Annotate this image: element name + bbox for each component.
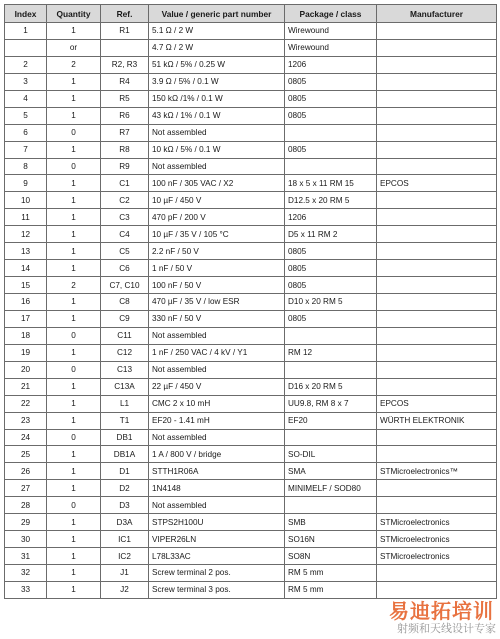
table-row <box>5 226 497 243</box>
cell-package: D5 x 11 RM 2 <box>285 226 377 243</box>
cell-package: SO8N <box>285 548 377 565</box>
cell-index: 24 <box>5 429 47 446</box>
header-value: Value / generic part number <box>149 5 285 23</box>
cell-index <box>5 39 47 56</box>
cell-quantity: 1 <box>47 294 101 311</box>
cell-quantity: 0 <box>47 124 101 141</box>
cell-manufacturer <box>377 39 497 56</box>
cell-manufacturer <box>377 141 497 158</box>
cell-ref: C12 <box>101 344 149 361</box>
cell-value: STTH1R06A <box>149 463 285 480</box>
cell-manufacturer: STMicroelectronics <box>377 514 497 531</box>
cell-ref: D3A <box>101 514 149 531</box>
cell-ref: J1 <box>101 565 149 582</box>
cell-value: 470 pF / 200 V <box>149 209 285 226</box>
cell-value: 10 kΩ / 5% / 0.1 W <box>149 141 285 158</box>
table-row <box>5 548 497 565</box>
cell-manufacturer <box>377 429 497 446</box>
table-row <box>5 243 497 260</box>
cell-value: 330 nF / 50 V <box>149 310 285 327</box>
cell-quantity: 0 <box>47 158 101 175</box>
cell-value: 2.2 nF / 50 V <box>149 243 285 260</box>
cell-index: 11 <box>5 209 47 226</box>
cell-manufacturer <box>377 243 497 260</box>
cell-ref: IC2 <box>101 548 149 565</box>
table-row <box>5 90 497 107</box>
table-row <box>5 277 497 294</box>
cell-ref: C1 <box>101 175 149 192</box>
table-row <box>5 378 497 395</box>
cell-value: 22 µF / 450 V <box>149 378 285 395</box>
cell-value: 1 nF / 250 VAC / 4 kV / Y1 <box>149 344 285 361</box>
cell-ref: IC1 <box>101 531 149 548</box>
cell-index: 27 <box>5 480 47 497</box>
cell-index: 8 <box>5 158 47 175</box>
table-row <box>5 395 497 412</box>
cell-index: 21 <box>5 378 47 395</box>
table-row <box>5 344 497 361</box>
cell-manufacturer <box>377 226 497 243</box>
cell-index: 18 <box>5 327 47 344</box>
cell-value: 470 µF / 35 V / low ESR <box>149 294 285 311</box>
table-body <box>5 23 497 599</box>
cell-manufacturer <box>377 209 497 226</box>
table-row <box>5 531 497 548</box>
cell-value: 3.9 Ω / 5% / 0.1 W <box>149 73 285 90</box>
cell-manufacturer <box>377 192 497 209</box>
cell-value: 1 nF / 50 V <box>149 260 285 277</box>
cell-ref: C13 <box>101 361 149 378</box>
cell-manufacturer <box>377 446 497 463</box>
cell-index: 1 <box>5 23 47 40</box>
cell-ref: D1 <box>101 463 149 480</box>
cell-package: RM 5 mm <box>285 581 377 598</box>
cell-value: Not assembled <box>149 124 285 141</box>
table-row <box>5 192 497 209</box>
cell-index: 10 <box>5 192 47 209</box>
cell-index: 13 <box>5 243 47 260</box>
table-row <box>5 23 497 40</box>
cell-manufacturer: WÜRTH ELEKTRONIK <box>377 412 497 429</box>
cell-manufacturer <box>377 124 497 141</box>
cell-index: 4 <box>5 90 47 107</box>
header-index: Index <box>5 5 47 23</box>
cell-manufacturer <box>377 344 497 361</box>
header-quantity: Quantity <box>47 5 101 23</box>
cell-ref <box>101 39 149 56</box>
cell-index: 16 <box>5 294 47 311</box>
cell-manufacturer <box>377 378 497 395</box>
cell-index: 3 <box>5 73 47 90</box>
cell-value: Not assembled <box>149 429 285 446</box>
cell-index: 17 <box>5 310 47 327</box>
cell-quantity: 0 <box>47 429 101 446</box>
cell-ref: C8 <box>101 294 149 311</box>
cell-index: 28 <box>5 497 47 514</box>
cell-package <box>285 429 377 446</box>
cell-manufacturer: STMicroelectronics <box>377 531 497 548</box>
cell-package: D16 x 20 RM 5 <box>285 378 377 395</box>
cell-manufacturer <box>377 480 497 497</box>
cell-package: 0805 <box>285 243 377 260</box>
cell-package: MINIMELF / SOD80 <box>285 480 377 497</box>
cell-package <box>285 124 377 141</box>
cell-index: 23 <box>5 412 47 429</box>
cell-manufacturer: STMicroelectronics <box>377 548 497 565</box>
cell-ref: L1 <box>101 395 149 412</box>
cell-manufacturer <box>377 158 497 175</box>
cell-ref: R1 <box>101 23 149 40</box>
cell-ref: C6 <box>101 260 149 277</box>
table-row <box>5 124 497 141</box>
cell-manufacturer <box>377 56 497 73</box>
cell-ref: DB1A <box>101 446 149 463</box>
cell-ref: C9 <box>101 310 149 327</box>
cell-quantity: 1 <box>47 378 101 395</box>
cell-ref: T1 <box>101 412 149 429</box>
cell-index: 15 <box>5 277 47 294</box>
cell-package: EF20 <box>285 412 377 429</box>
cell-value: 150 kΩ /1% / 0.1 W <box>149 90 285 107</box>
cell-manufacturer <box>377 310 497 327</box>
table-row <box>5 565 497 582</box>
cell-ref: C13A <box>101 378 149 395</box>
cell-ref: R9 <box>101 158 149 175</box>
table-row <box>5 310 497 327</box>
cell-quantity: 1 <box>47 344 101 361</box>
cell-ref: J2 <box>101 581 149 598</box>
cell-index: 32 <box>5 565 47 582</box>
cell-quantity: 1 <box>47 480 101 497</box>
table-row <box>5 429 497 446</box>
cell-ref: C11 <box>101 327 149 344</box>
watermark-logo <box>352 595 498 637</box>
cell-package: 0805 <box>285 310 377 327</box>
cell-package: RM 5 mm <box>285 565 377 582</box>
cell-quantity: 1 <box>47 23 101 40</box>
cell-quantity: 1 <box>47 90 101 107</box>
cell-package: Wirewound <box>285 23 377 40</box>
cell-package: 0805 <box>285 277 377 294</box>
cell-manufacturer <box>377 497 497 514</box>
cell-manufacturer <box>377 565 497 582</box>
cell-ref: R2, R3 <box>101 56 149 73</box>
cell-value: Not assembled <box>149 497 285 514</box>
cell-package <box>285 158 377 175</box>
table-row <box>5 446 497 463</box>
cell-package: SMA <box>285 463 377 480</box>
cell-value: L78L33AC <box>149 548 285 565</box>
cell-package: 1206 <box>285 56 377 73</box>
cell-quantity: 1 <box>47 446 101 463</box>
cell-value: Screw terminal 2 pos. <box>149 565 285 582</box>
cell-quantity: 1 <box>47 192 101 209</box>
cell-quantity: 1 <box>47 260 101 277</box>
cell-value: 10 µF / 450 V <box>149 192 285 209</box>
header-manufacturer: Manufacturer <box>377 5 497 23</box>
cell-index: 9 <box>5 175 47 192</box>
cell-quantity: 2 <box>47 277 101 294</box>
cell-manufacturer <box>377 90 497 107</box>
table-row <box>5 294 497 311</box>
cell-index: 20 <box>5 361 47 378</box>
cell-package: D10 x 20 RM 5 <box>285 294 377 311</box>
cell-quantity: 1 <box>47 565 101 582</box>
cell-quantity: 1 <box>47 548 101 565</box>
cell-quantity: 1 <box>47 395 101 412</box>
cell-index: 30 <box>5 531 47 548</box>
cell-ref: C2 <box>101 192 149 209</box>
cell-index: 31 <box>5 548 47 565</box>
cell-quantity: 1 <box>47 463 101 480</box>
table-row <box>5 260 497 277</box>
cell-quantity: 1 <box>47 531 101 548</box>
table-row <box>5 361 497 378</box>
cell-index: 19 <box>5 344 47 361</box>
cell-package: D12.5 x 20 RM 5 <box>285 192 377 209</box>
cell-package: SO-DIL <box>285 446 377 463</box>
table-row <box>5 327 497 344</box>
cell-value: 1 A / 800 V / bridge <box>149 446 285 463</box>
cell-value: 100 nF / 50 V <box>149 277 285 294</box>
cell-ref: DB1 <box>101 429 149 446</box>
cell-package <box>285 327 377 344</box>
cell-package: 0805 <box>285 141 377 158</box>
cell-ref: R5 <box>101 90 149 107</box>
cell-ref: R8 <box>101 141 149 158</box>
cell-ref: R6 <box>101 107 149 124</box>
cell-ref: D2 <box>101 480 149 497</box>
cell-quantity: 0 <box>47 327 101 344</box>
cell-ref: R4 <box>101 73 149 90</box>
cell-package: UU9.8, RM 8 x 7 <box>285 395 377 412</box>
cell-value: 43 kΩ / 1% / 0.1 W <box>149 107 285 124</box>
cell-index: 2 <box>5 56 47 73</box>
table-row <box>5 141 497 158</box>
cell-index: 5 <box>5 107 47 124</box>
cell-quantity: 1 <box>47 141 101 158</box>
cell-value: VIPER26LN <box>149 531 285 548</box>
cell-package: Wirewound <box>285 39 377 56</box>
cell-ref: C7, C10 <box>101 277 149 294</box>
cell-value: 100 nF / 305 VAC / X2 <box>149 175 285 192</box>
table-row <box>5 209 497 226</box>
cell-ref: R7 <box>101 124 149 141</box>
watermark-subtitle: 射频和天线设计专家 <box>397 622 496 635</box>
cell-manufacturer <box>377 107 497 124</box>
cell-manufacturer <box>377 73 497 90</box>
table-row <box>5 463 497 480</box>
cell-manufacturer <box>377 294 497 311</box>
cell-manufacturer <box>377 327 497 344</box>
cell-package: 0805 <box>285 90 377 107</box>
cell-package: 18 x 5 x 11 RM 15 <box>285 175 377 192</box>
cell-quantity: 1 <box>47 209 101 226</box>
cell-package <box>285 361 377 378</box>
cell-index: 14 <box>5 260 47 277</box>
cell-index: 33 <box>5 581 47 598</box>
cell-value: 5.1 Ω / 2 W <box>149 23 285 40</box>
cell-package: SO16N <box>285 531 377 548</box>
cell-package <box>285 497 377 514</box>
table-row <box>5 73 497 90</box>
cell-index: 26 <box>5 463 47 480</box>
table-row <box>5 107 497 124</box>
table-row <box>5 39 497 56</box>
cell-value: Not assembled <box>149 158 285 175</box>
header-ref: Ref. <box>101 5 149 23</box>
cell-value: CMC 2 x 10 mH <box>149 395 285 412</box>
cell-ref: D3 <box>101 497 149 514</box>
cell-quantity: 1 <box>47 107 101 124</box>
table-row <box>5 480 497 497</box>
cell-value: Screw terminal 3 pos. <box>149 581 285 598</box>
watermark-title: 易迪拓培训 <box>389 599 494 623</box>
cell-ref: C4 <box>101 226 149 243</box>
cell-manufacturer: EPCOS <box>377 395 497 412</box>
cell-value: Not assembled <box>149 327 285 344</box>
cell-quantity: 1 <box>47 514 101 531</box>
cell-package: 0805 <box>285 107 377 124</box>
cell-index: 7 <box>5 141 47 158</box>
table-row <box>5 175 497 192</box>
cell-value: EF20 - 1.41 mH <box>149 412 285 429</box>
cell-value: STPS2H100U <box>149 514 285 531</box>
table-row <box>5 497 497 514</box>
cell-quantity: 1 <box>47 226 101 243</box>
cell-value: 10 µF / 35 V / 105 °C <box>149 226 285 243</box>
header-package: Package / class <box>285 5 377 23</box>
cell-manufacturer <box>377 277 497 294</box>
cell-package: 1206 <box>285 209 377 226</box>
cell-value: Not assembled <box>149 361 285 378</box>
cell-value: 51 kΩ / 5% / 0.25 W <box>149 56 285 73</box>
cell-quantity: 0 <box>47 497 101 514</box>
table-row <box>5 412 497 429</box>
cell-quantity: 0 <box>47 361 101 378</box>
cell-manufacturer: EPCOS <box>377 175 497 192</box>
cell-index: 6 <box>5 124 47 141</box>
cell-quantity: 2 <box>47 56 101 73</box>
cell-manufacturer <box>377 23 497 40</box>
table-header-row <box>5 5 497 23</box>
cell-value: 4.7 Ω / 2 W <box>149 39 285 56</box>
cell-quantity: 1 <box>47 412 101 429</box>
cell-manufacturer <box>377 361 497 378</box>
table-row <box>5 514 497 531</box>
table-row <box>5 158 497 175</box>
cell-ref: C5 <box>101 243 149 260</box>
cell-quantity: 1 <box>47 73 101 90</box>
bill-of-materials-table <box>4 4 497 599</box>
cell-index: 29 <box>5 514 47 531</box>
cell-manufacturer <box>377 260 497 277</box>
cell-quantity: 1 <box>47 310 101 327</box>
cell-package: RM 12 <box>285 344 377 361</box>
cell-quantity: or <box>47 39 101 56</box>
cell-value: 1N4148 <box>149 480 285 497</box>
cell-package: SMB <box>285 514 377 531</box>
table-row <box>5 56 497 73</box>
cell-index: 12 <box>5 226 47 243</box>
cell-quantity: 1 <box>47 243 101 260</box>
cell-ref: C3 <box>101 209 149 226</box>
cell-manufacturer: STMicroelectronics™ <box>377 463 497 480</box>
cell-quantity: 1 <box>47 581 101 598</box>
cell-package: 0805 <box>285 260 377 277</box>
cell-index: 25 <box>5 446 47 463</box>
cell-quantity: 1 <box>47 175 101 192</box>
cell-index: 22 <box>5 395 47 412</box>
cell-package: 0805 <box>285 73 377 90</box>
